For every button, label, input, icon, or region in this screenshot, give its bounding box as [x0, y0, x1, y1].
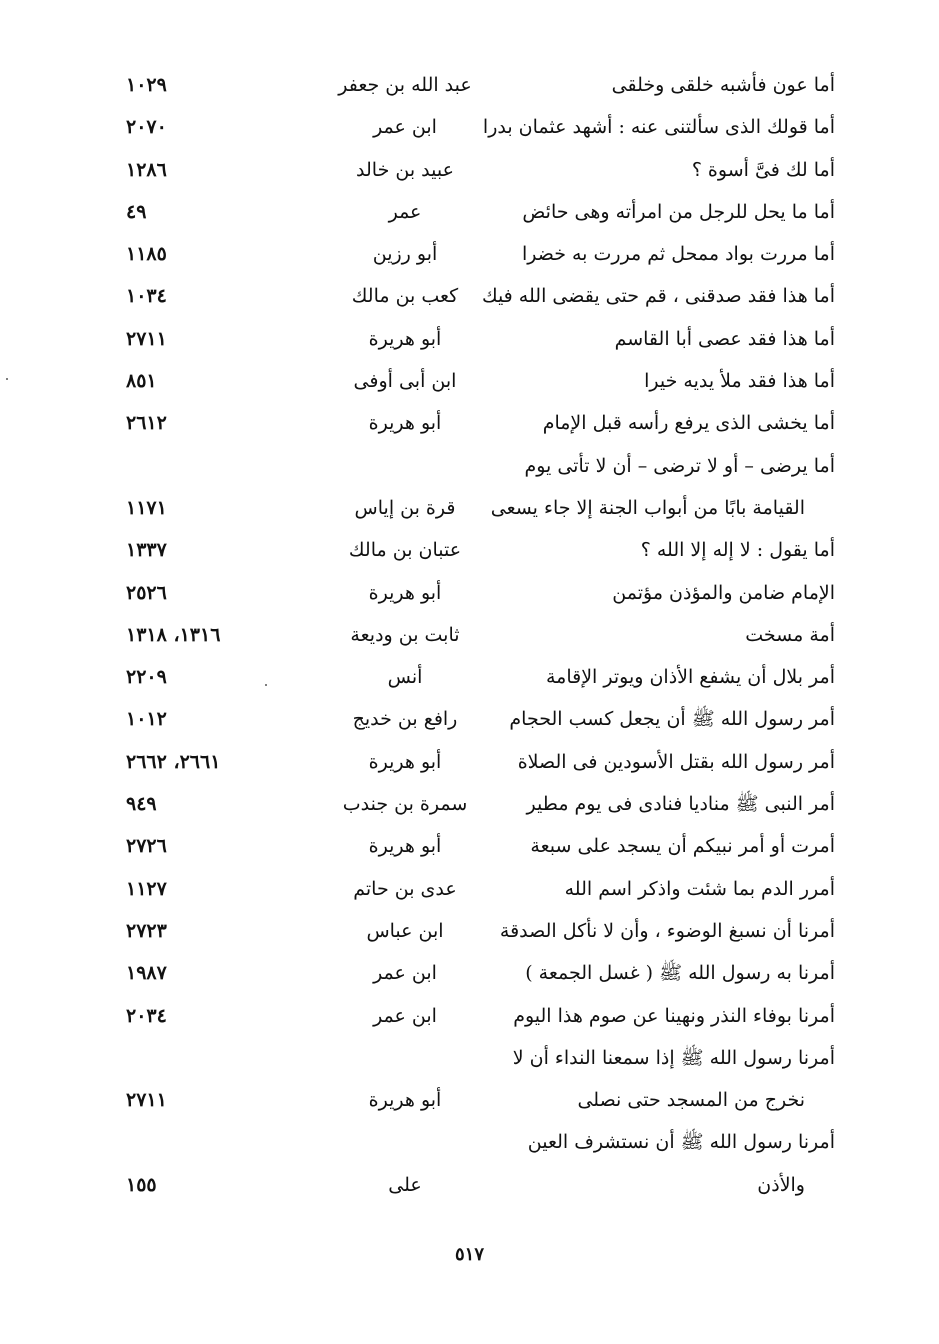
hadith-phrase: أمة مسخت	[745, 623, 835, 646]
hadith-number: ٢٢٠٩	[126, 666, 167, 689]
index-entry-row	[0, 191, 939, 233]
hadith-phrase: الإمام ضامن والمؤذن مؤتمن	[612, 581, 835, 604]
narrator-name: أبو هريرة	[368, 1089, 442, 1112]
hadith-phrase: أما ما يحل للرجل من امرأته وهى حائض	[522, 200, 835, 223]
hadith-number: ١٠٣٤	[126, 285, 167, 308]
hadith-phrase: أما مررت بواد ممحل ثم مررت به خضرا	[521, 243, 835, 266]
index-entry-row	[0, 64, 939, 106]
hadith-phrase: أمرنا رسول الله ﷺ إذا سمعنا النداء أن لا	[512, 1046, 835, 1069]
narrator-name: ابن أبى أوفى	[353, 370, 457, 393]
hadith-phrase: أمر النبى ﷺ مناديا فنادى فى يوم مطير	[526, 793, 835, 816]
hadith-number: ٨٥١	[126, 370, 157, 393]
index-entry-row	[0, 402, 939, 444]
hadith-number: ٢٥٢٦	[126, 581, 167, 604]
hadith-phrase: أما هذا فقد صدقنى ، قم حتى يقضى الله فيك	[481, 285, 835, 308]
narrator-name: أنس	[387, 666, 423, 689]
hadith-number: ٢٧٢٦	[126, 835, 167, 858]
index-entry-row	[0, 1121, 939, 1163]
hadith-number	[126, 1037, 326, 1079]
hadith-phrase: أما يرضى – أو لا ترضى – أن لا تأتى يوم	[524, 454, 835, 477]
index-entry-row	[0, 149, 939, 191]
narrator-name: أبو هريرة	[368, 581, 442, 604]
narrator-name: أبو هريرة	[368, 327, 442, 350]
narrator-name: ابن عمر	[373, 116, 437, 139]
index-entry-row	[0, 233, 939, 275]
hadith-number: ١٣٣٧	[126, 539, 167, 562]
index-entry-row	[0, 868, 939, 910]
index-entry-row	[0, 572, 939, 614]
hadith-phrase: أمرنا به رسول الله ﷺ ( غسل الجمعة )	[525, 962, 835, 985]
index-entry-row	[0, 360, 939, 402]
hadith-phrase: أما عون فأشبه خلقى وخلقى	[611, 74, 835, 96]
index-entry-row	[0, 910, 939, 952]
hadith-number	[126, 1121, 326, 1163]
hadith-number: ١٢٨٦	[126, 158, 167, 181]
hadith-number: ٢٦٦١، ٢٦٦٢	[126, 750, 221, 773]
page-number: ٥١٧	[454, 1244, 484, 1265]
index-entry-row	[0, 487, 939, 529]
hadith-phrase: أمرر الدم بما شئت واذكر اسم الله	[564, 877, 835, 900]
narrator-name: رافع بن خديج	[352, 708, 458, 731]
index-entry-row	[0, 529, 939, 571]
hadith-phrase: أمرت أو أمر نبيكم أن يسجد على سبعة	[530, 835, 835, 858]
narrator-name: عتبان بن مالك	[348, 539, 462, 562]
hadith-phrase-continuation: نخرج من المسجد حتى نصلى	[577, 1089, 805, 1112]
hadith-number: ١٠١٢	[126, 708, 167, 731]
hadith-phrase: أمر رسول الله بقتل الأسودين فى الصلاة	[517, 750, 835, 773]
narrator-name: أبو هريرة	[368, 412, 442, 435]
hadith-index-table	[0, 64, 939, 1206]
hadith-phrase-continuation: والأذن	[757, 1173, 805, 1196]
narrator-name: قرة بن إياس	[354, 496, 456, 519]
index-entry-row	[0, 318, 939, 360]
hadith-number: ٤٩	[126, 200, 147, 223]
index-entry-row	[0, 825, 939, 867]
narrator-name: عدى بن حاتم	[353, 877, 457, 900]
hadith-number: ٢٠٣٤	[126, 1004, 167, 1027]
hadith-number: ١٩٨٧	[126, 962, 167, 985]
hadith-number: ١١٢٧	[126, 877, 167, 900]
index-entry-row	[0, 741, 939, 783]
hadith-number: ٢٧٢٣	[126, 919, 167, 942]
index-entry-row	[0, 698, 939, 740]
index-entry-row	[0, 656, 939, 698]
narrator-name: ابن عباس	[366, 919, 444, 942]
narrator-name: ابن عمر	[373, 962, 437, 985]
hadith-number: ١١٧١	[126, 496, 167, 519]
narrator-name: عبد الله بن جعفر	[338, 74, 472, 96]
hadith-number	[126, 445, 326, 487]
hadith-phrase: أما هذا فقد عصى أبا القاسم	[614, 327, 835, 350]
index-entry-row	[0, 995, 939, 1037]
scan-speck	[265, 684, 267, 686]
narrator-name: عمر	[388, 200, 422, 223]
index-entry-row	[0, 783, 939, 825]
hadith-number: ١٣١٦، ١٣١٨	[126, 623, 221, 646]
narrator-name: عبيد بن خالد	[356, 158, 454, 181]
narrator-name: أبو هريرة	[368, 835, 442, 858]
hadith-phrase: أمر رسول الله ﷺ أن يجعل كسب الحجام	[509, 708, 835, 731]
index-entry-row	[0, 106, 939, 148]
index-entry-row	[0, 445, 939, 487]
hadith-number: ٢٦١٢	[126, 412, 167, 435]
hadith-phrase: أما قولك الذى سألتنى عنه : أشهد عثمان بدرا	[482, 116, 835, 139]
narrator-name: كعب بن مالك	[351, 285, 459, 308]
hadith-phrase: أمرنا رسول الله ﷺ أن نستشرف العين	[527, 1131, 835, 1154]
hadith-phrase: أما يخشى الذى يرفع رأسه قبل الإمام	[542, 412, 835, 435]
narrator-name: ابن عمر	[373, 1004, 437, 1027]
index-entry-row	[0, 1164, 939, 1206]
hadith-phrase: أما يقول : لا إله إلا الله ؟	[640, 539, 835, 562]
index-entry-row	[0, 614, 939, 656]
narrator-name: أبو هريرة	[368, 750, 442, 773]
hadith-phrase: أما لك فىَّ أسوة ؟	[691, 158, 835, 181]
narrator-name: ثابت بن وديعة	[350, 623, 460, 646]
hadith-phrase: أمر بلال أن يشفع الأذان ويوتر الإقامة	[545, 666, 835, 689]
hadith-number: ١٥٥	[126, 1173, 157, 1196]
narrator-name: سمرة بن جندب	[342, 793, 468, 816]
hadith-number: ٩٤٩	[126, 793, 157, 816]
index-entry-row	[0, 1037, 939, 1079]
index-entry-row	[0, 952, 939, 994]
hadith-phrase: أمرنا بوفاء النذر ونهينا عن صوم هذا اليوم	[513, 1004, 835, 1027]
hadith-number: ٢٠٧٠	[126, 116, 167, 139]
hadith-phrase: أما هذا فقد ملأ يديه خيرا	[644, 370, 835, 393]
hadith-number: ٢٧١١	[126, 327, 167, 350]
hadith-number: ١٠٢٩	[126, 74, 167, 96]
hadith-number: ١١٨٥	[126, 243, 167, 266]
hadith-number: ٢٧١١	[126, 1089, 167, 1112]
index-entry-row	[0, 275, 939, 317]
hadith-phrase-continuation: القيامة بابًا من أبواب الجنة إلا جاء يسعى	[490, 496, 805, 519]
hadith-phrase: أمرنا أن نسبغ الوضوء ، وأن لا نأكل الصدقة	[499, 919, 835, 942]
narrator-name: أبو رزين	[372, 243, 438, 266]
narrator-name: على	[388, 1173, 422, 1196]
scan-speck	[6, 378, 8, 380]
index-entry-row	[0, 1079, 939, 1121]
